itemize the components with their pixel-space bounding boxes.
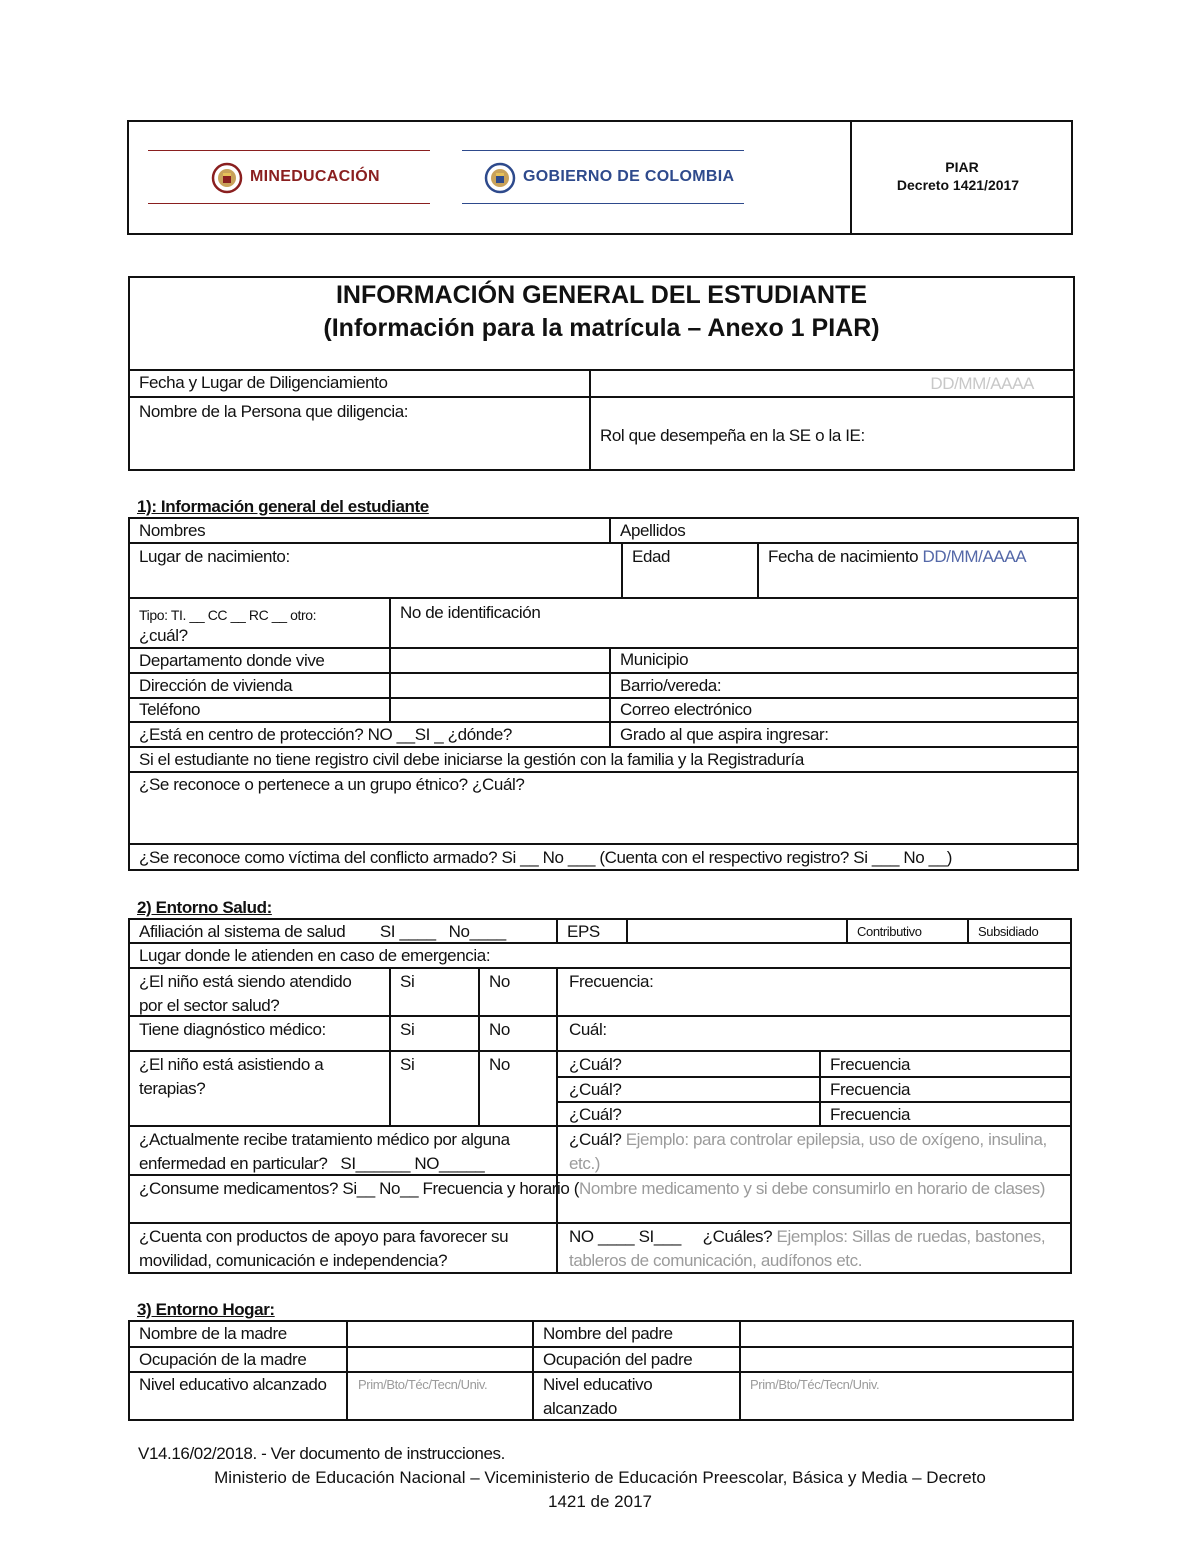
terapia-frecuencia-field-1[interactable]: Frecuencia: [830, 1055, 911, 1074]
productos-response-field[interactable]: [560, 1225, 1054, 1249]
nivel-padre-label-2: alcanzado: [543, 1399, 617, 1418]
mineducacion-logo: [148, 150, 430, 206]
subsidiado-option[interactable]: Subsidiado: [978, 924, 1039, 939]
colombia-seal-icon: [484, 162, 516, 194]
fecha-nacimiento-label: Fecha de nacimiento: [768, 547, 919, 566]
atendido-no-option[interactable]: No: [489, 972, 510, 991]
terapias-no-option[interactable]: No: [489, 1055, 510, 1074]
apellidos-field[interactable]: Apellidos: [620, 521, 686, 540]
ocupacion-madre-input[interactable]: [348, 1348, 532, 1370]
nombre-persona-field[interactable]: Nombre de la Persona que diligencia:: [139, 402, 409, 421]
lugar-nacimiento-field[interactable]: Lugar de nacimiento:: [139, 547, 290, 566]
ocupacion-padre-input[interactable]: [741, 1348, 1071, 1370]
decree-label: Decreto 1421/2017: [896, 177, 1020, 193]
terapias-label-2: terapias?: [139, 1079, 206, 1098]
nivel-madre-input[interactable]: Prim/Bto/Téc/Tecn/Univ.: [358, 1377, 488, 1392]
tratamiento-ejemplo-1: Ejemplo: para controlar epilepsia, uso de oxígeno, insulina,: [625, 1130, 1047, 1149]
section1-title: 1): Información general del estudiante: [137, 497, 429, 516]
medicamentos-hint: Nombre medicamento y si debe consumirlo en horario de clases): [579, 1179, 1046, 1198]
rol-field[interactable]: Rol que desempeña en la SE o la IE:: [600, 426, 865, 445]
no-identificacion-field[interactable]: No de identificación: [400, 603, 541, 622]
terapia-frecuencia-field-3[interactable]: Frecuencia: [830, 1105, 911, 1124]
ministry-footer-1: Ministerio de Educación Nacional – Viceministerio de Educación Preescolar, Básica y Media – Decreto: [214, 1468, 986, 1487]
terapia-frecuencia-field-2[interactable]: Frecuencia: [830, 1080, 911, 1099]
nombre-madre-input[interactable]: [348, 1322, 532, 1344]
gobierno-logo: [462, 150, 744, 206]
atendido-si-option[interactable]: Si: [400, 972, 415, 991]
gobierno-logo-text: GOBIERNO DE COLOMBIA: [523, 168, 735, 185]
tratamiento-cual-field[interactable]: [560, 1128, 1056, 1152]
terapias-si-option[interactable]: Si: [400, 1055, 415, 1074]
nombre-padre-input[interactable]: [741, 1322, 1071, 1344]
tratamiento-cual-label: ¿Cuál?: [569, 1130, 622, 1149]
ocupacion-padre-label: Ocupación del padre: [543, 1350, 693, 1369]
cual-documento-label: ¿cuál?: [139, 626, 188, 645]
ocupacion-madre-label: Ocupación de la madre: [139, 1350, 307, 1369]
contributivo-option[interactable]: Contributivo: [857, 924, 922, 939]
medicamentos-field[interactable]: [130, 1177, 1054, 1201]
tratamiento-options[interactable]: enfermedad en particular? SI______ NO_____: [139, 1154, 485, 1173]
nombre-padre-label: Nombre del padre: [543, 1324, 673, 1343]
productos-options: NO ____ SI___ ¿Cuáles?: [569, 1227, 773, 1246]
terapia-cual-field-3[interactable]: ¿Cuál?: [569, 1105, 622, 1124]
diagnostico-si-option[interactable]: Si: [400, 1020, 415, 1039]
lugar-emergencia-field[interactable]: Lugar donde le atienden en caso de emergencia:: [139, 946, 491, 965]
colombia-seal-icon: [211, 162, 243, 194]
atendido-label-2: por el sector salud?: [139, 996, 280, 1015]
correo-field[interactable]: Correo electrónico: [620, 700, 752, 719]
tratamiento-ejemplo-2: etc.): [569, 1154, 601, 1173]
grupo-etnico-field[interactable]: ¿Se reconoce o pertenece a un grupo étnico? ¿Cuál?: [139, 775, 525, 794]
diagnostico-no-option[interactable]: No: [489, 1020, 510, 1039]
nivel-padre-label-1: Nivel educativo: [543, 1375, 653, 1394]
tratamiento-label-1: ¿Actualmente recibe tratamiento médico por alguna: [139, 1130, 510, 1149]
productos-ejemplo-2: tableros de comunicación, audífonos etc.: [569, 1251, 863, 1270]
terapias-label-1: ¿El niño está asistiendo a: [139, 1055, 324, 1074]
atendido-label-1: ¿El niño está siendo atendido: [139, 972, 352, 991]
barrio-field[interactable]: Barrio/vereda:: [620, 676, 722, 695]
terapia-cual-field-1[interactable]: ¿Cuál?: [569, 1055, 622, 1074]
productos-label-2: movilidad, comunicación e independencia?: [139, 1251, 448, 1270]
municipio-field[interactable]: Municipio: [620, 650, 689, 669]
nivel-padre-input[interactable]: Prim/Bto/Téc/Tecn/Univ.: [750, 1377, 880, 1392]
centro-proteccion-field[interactable]: ¿Está en centro de protección? NO __SI _ ¿dónde?: [139, 725, 512, 744]
tipo-documento-label: Tipo: TI. __ CC __ RC __ otro:: [139, 607, 317, 623]
registro-civil-note: Si el estudiante no tiene registro civil debe iniciarse la gestión con la familia y la Registraduría: [139, 750, 804, 769]
grado-field[interactable]: Grado al que aspira ingresar:: [620, 725, 829, 744]
section3-title: 3) Entorno Hogar:: [137, 1300, 275, 1319]
nombre-madre-label: Nombre de la madre: [139, 1324, 287, 1343]
terapia-cual-field-2[interactable]: ¿Cuál?: [569, 1080, 622, 1099]
productos-label-1: ¿Cuenta con productos de apoyo para favorecer su: [139, 1227, 509, 1246]
nivel-madre-label: Nivel educativo alcanzado: [139, 1375, 327, 1394]
section2-title: 2) Entorno Salud:: [137, 898, 272, 917]
fecha-nacimiento-field[interactable]: [759, 545, 1035, 569]
page-subtitle: (Información para la matrícula – Anexo 1 PIAR): [323, 314, 880, 342]
edad-field[interactable]: Edad: [632, 547, 671, 566]
atendido-frecuencia-field[interactable]: Frecuencia:: [569, 972, 654, 991]
fecha-lugar-label: Fecha y Lugar de Diligenciamiento: [139, 373, 388, 392]
diagnostico-cual-field[interactable]: Cuál:: [569, 1020, 607, 1039]
page-title: INFORMACIÓN GENERAL DEL ESTUDIANTE: [335, 281, 868, 309]
departamento-label: Departamento donde vive: [139, 651, 325, 670]
victima-conflicto-field[interactable]: ¿Se reconoce como víctima del conflicto armado? Si __ No ___ (Cuenta con el respectivo registro? Si ___ No __): [139, 848, 953, 867]
nombres-field[interactable]: Nombres: [139, 521, 206, 540]
diagnostico-label: Tiene diagnóstico médico:: [139, 1020, 326, 1039]
medicamentos-label: ¿Consume medicamentos? Si__ No__ Frecuencia y horario (: [139, 1179, 580, 1198]
productos-ejemplo-1: Ejemplos: Sillas de ruedas, bastones,: [776, 1227, 1046, 1246]
ministry-footer-2: 1421 de 2017: [548, 1492, 652, 1511]
fecha-nacimiento-placeholder: DD/MM/AAAA: [922, 547, 1027, 566]
fecha-lugar-date-field[interactable]: DD/MM/AAAA: [930, 374, 1034, 393]
direccion-label: Dirección de vivienda: [139, 676, 293, 695]
mineducacion-logo-text: MINEDUCACIÓN: [250, 168, 380, 185]
telefono-label: Teléfono: [139, 700, 201, 719]
version-note: V14.16/02/2018. - Ver documento de instrucciones.: [138, 1444, 505, 1463]
eps-input[interactable]: [628, 920, 846, 942]
piar-label: PIAR: [945, 159, 979, 175]
afiliacion-field[interactable]: Afiliación al sistema de salud SI ____ No____: [139, 922, 506, 941]
eps-label: EPS: [567, 922, 600, 941]
